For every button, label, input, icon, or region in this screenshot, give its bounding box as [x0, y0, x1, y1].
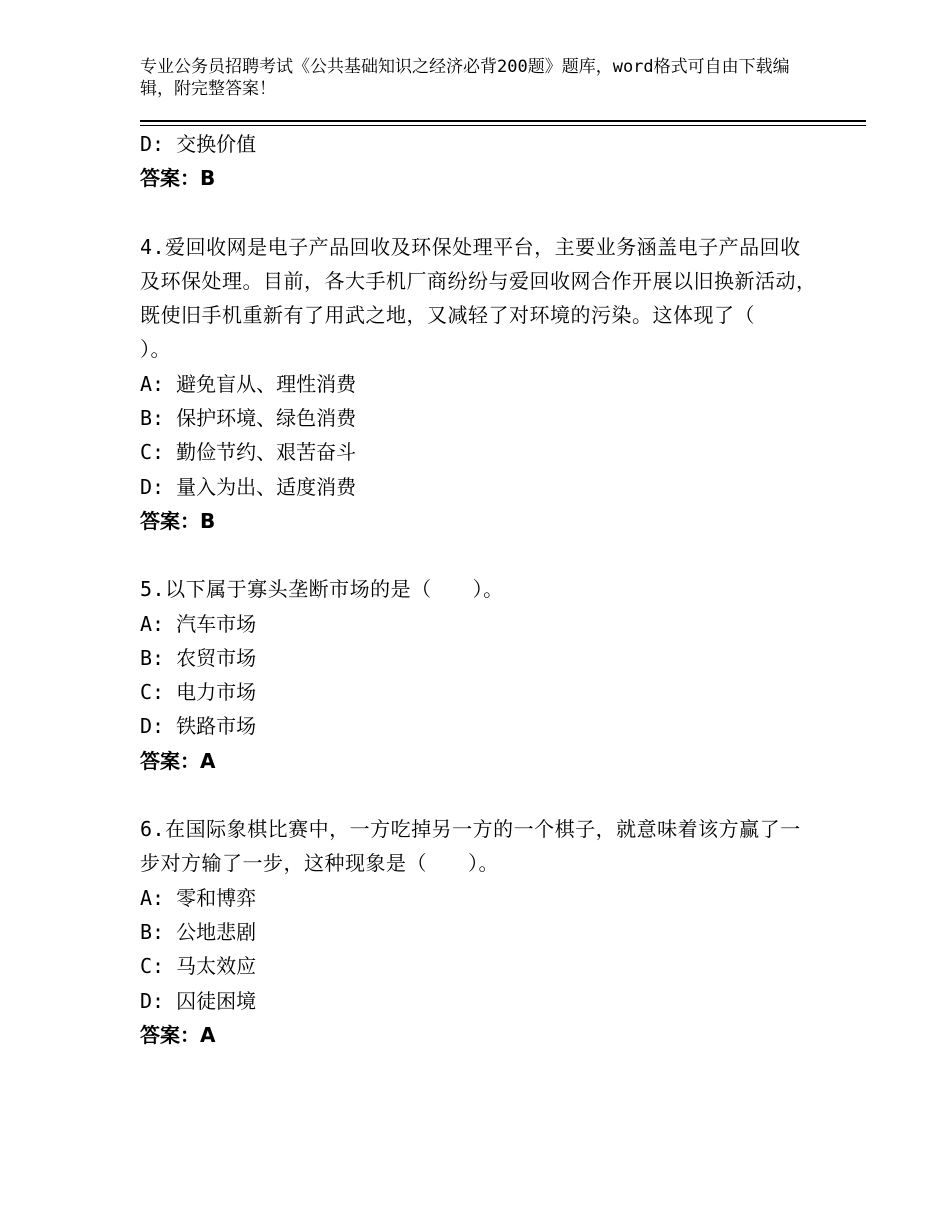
q6-option-d: D: 囚徒困境: [140, 988, 257, 1013]
q5-answer: 答案：A: [140, 748, 216, 773]
q5-question: 5.以下属于寡头垄断市场的是（ ）。: [140, 577, 504, 602]
q4-option-b: B: 保护环境、绿色消费: [140, 406, 357, 431]
q4-question: 4.爱回收网是电子产品回收及环保处理平台，主要业务涵盖电子产品回收及环保处理。目前，各大手机厂商纷纷与爱回收网合作开展以旧换新活动，既使旧手机重新有了用武之地，又减轻了对环境的污染。这体现了（ ）。: [140, 234, 817, 362]
spacer: [140, 538, 820, 572]
q5-option-d: D: 铁路市场: [140, 714, 257, 739]
q5-option-a: A: 汽车市场: [140, 611, 257, 636]
q6-option-b: B: 公地悲剧: [140, 919, 257, 944]
q4-option-c: C: 勤俭节约、艰苦奋斗: [140, 440, 357, 465]
spacer: [140, 778, 820, 812]
q5-option-b: B: 农贸市场: [140, 645, 257, 670]
spacer: [140, 196, 820, 230]
q5-option-c: C: 电力市场: [140, 680, 257, 705]
q6-question: 6.在国际象棋比赛中，一方吃掉另一方的一个棋子，就意味着该方赢了一步对方输了一步，这种现象是（ ）。: [140, 817, 801, 876]
header-rule-thin: [140, 125, 866, 126]
header-rule-thick: [140, 120, 866, 122]
question-list: [140, 127, 820, 1052]
document-header: 专业公务员招聘考试《公共基础知识之经济必背200题》题库，word格式可自由下载编辑，附完整答案！: [140, 57, 790, 99]
q4-answer: 答案：B: [140, 508, 216, 533]
q4-option-d: D: 量入为出、适度消费: [140, 474, 357, 499]
q4-option-a: A: 避免盲从、理性消费: [140, 371, 357, 396]
q6-answer: 答案：A: [140, 1022, 216, 1047]
q3-option-d: D: 交换价值: [140, 132, 257, 156]
q6-option-c: C: 马太效应: [140, 954, 257, 979]
q6-option-a: A: 零和博弈: [140, 885, 257, 910]
q3-answer: 答案：B: [140, 166, 216, 191]
